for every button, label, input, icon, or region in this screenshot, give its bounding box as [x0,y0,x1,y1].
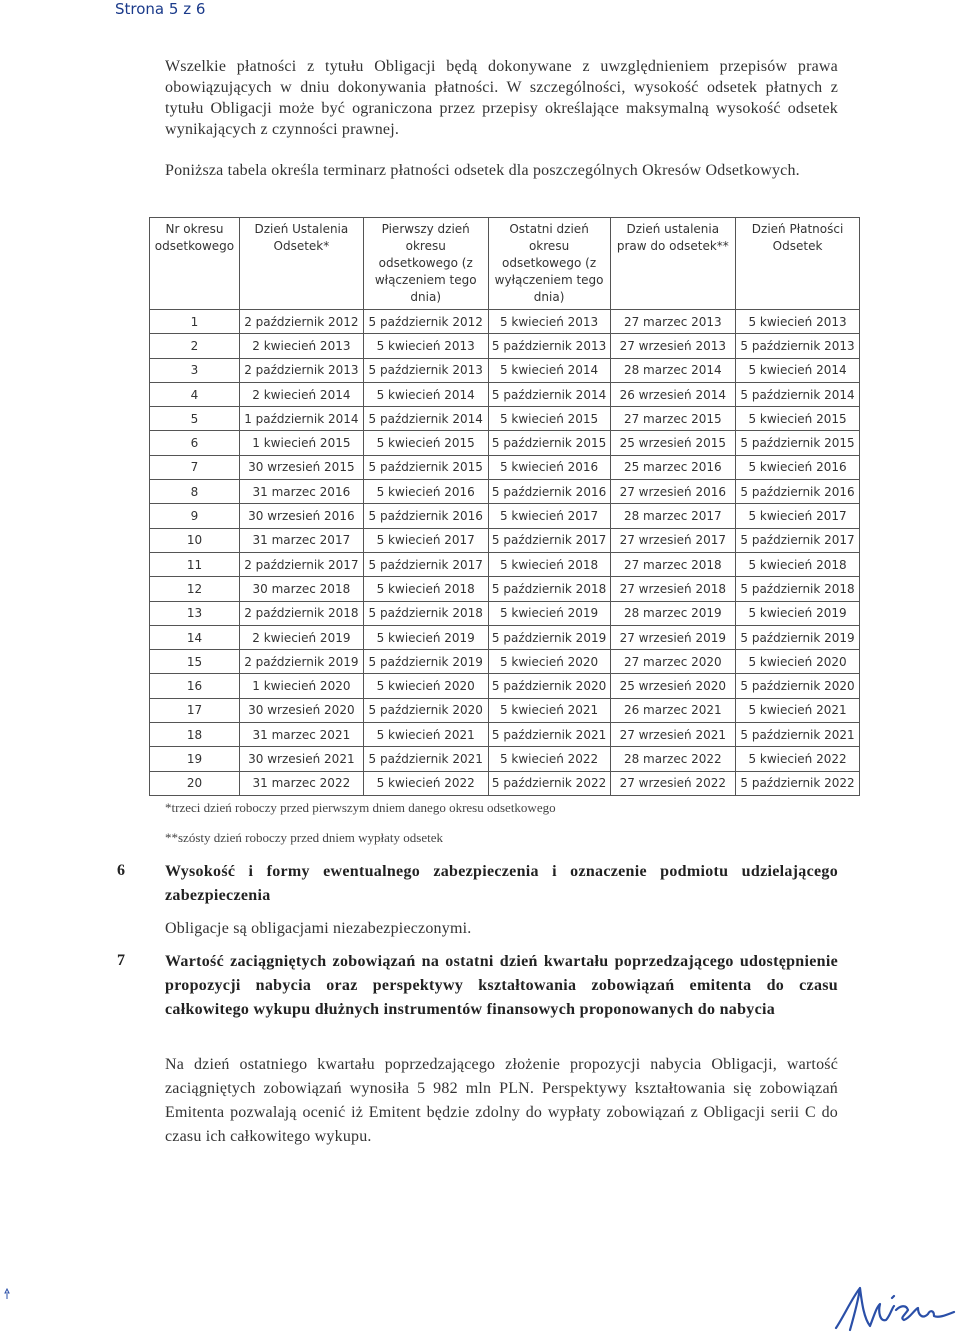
table-row [150,771,860,795]
cell-first-day: 5 kwiecień 2013 [363,334,488,358]
section-6-body: Obligacje są obligacjami niezabezpieczonymi. [165,920,472,937]
cell-fixing-date: 31 marzec 2022 [239,771,363,795]
col-header-fixing-date: Dzień Ustalenia Odsetek* [239,218,363,310]
table-header-row [150,218,860,310]
cell-record-date: 26 wrzesień 2014 [610,382,736,406]
cell-last-day: 5 kwiecień 2015 [488,407,610,431]
cell-payment-date: 5 październik 2019 [736,625,860,649]
cell-period-number: 9 [150,504,240,528]
cell-period-number: 16 [150,674,240,698]
table-row [150,358,860,382]
cell-record-date: 28 marzec 2014 [610,358,736,382]
cell-record-date: 25 marzec 2016 [610,455,736,479]
cell-first-day: 5 kwiecień 2016 [363,480,488,504]
cell-payment-date: 5 październik 2015 [736,431,860,455]
cell-period-number: 12 [150,577,240,601]
cell-first-day: 5 październik 2021 [363,747,488,771]
section-6-title: Wysokość i formy ewentualnego zabezpieczenia i oznaczenie podmiotu udzielającego zabezpieczenia [165,863,838,904]
col-header-period-number: Nr okresu odsetkowego [150,218,240,310]
intro-paragraph: Wszelkie płatności z tytułu Obligacji będą dokonywane z uwzględnieniem przepisów prawa obowiązujących w dniu dokonywania płatności. W szczególności, wysokość odsetek płatnych z tytułu Obligacji może być ograniczona przez przepisy określające maksymalną wysokość odsetek wynikających z czynności prawnej. [165,58,838,138]
cell-first-day: 5 październik 2014 [363,407,488,431]
cell-last-day: 5 kwiecień 2020 [488,650,610,674]
cell-last-day: 5 październik 2020 [488,674,610,698]
cell-fixing-date: 1 kwiecień 2020 [239,674,363,698]
cell-first-day: 5 kwiecień 2014 [363,382,488,406]
cell-payment-date: 5 kwiecień 2014 [736,358,860,382]
cell-fixing-date: 2 kwiecień 2014 [239,382,363,406]
cell-payment-date: 5 październik 2014 [736,382,860,406]
cell-record-date: 27 wrzesień 2018 [610,577,736,601]
interest-schedule-table [149,217,860,796]
table-row [150,504,860,528]
cell-period-number: 4 [150,382,240,406]
cell-fixing-date: 30 wrzesień 2020 [239,698,363,722]
page-number-header: Strona 5 z 6 [115,0,206,18]
cell-last-day: 5 październik 2015 [488,431,610,455]
cell-fixing-date: 2 październik 2013 [239,358,363,382]
cell-record-date: 27 wrzesień 2016 [610,480,736,504]
cell-last-day: 5 październik 2017 [488,528,610,552]
col-header-record-date: Dzień ustalenia praw do odsetek** [610,218,736,310]
table-row [150,747,860,771]
scan-mark [2,1288,12,1300]
col-header-first-day: Pierwszy dzień okresu odsetkowego (z włączeniem tego dnia) [363,218,488,310]
cell-record-date: 27 wrzesień 2019 [610,625,736,649]
section-7-title: Wartość zaciągniętych zobowiązań na ostatni dzień kwartału poprzedzającego udostępnienie propozycji nabycia oraz perspektywy kształtowania zobowiązań emitenta do czasu całkowitego wykupu dłużnych instrumentów finansowych proponowanych do nabycia [165,953,838,1018]
section-6-number: 6 [117,862,125,879]
cell-first-day: 5 kwiecień 2022 [363,771,488,795]
table-row [150,674,860,698]
cell-record-date: 27 wrzesień 2017 [610,528,736,552]
handwritten-signature [830,1276,960,1336]
cell-payment-date: 5 kwiecień 2016 [736,455,860,479]
cell-period-number: 18 [150,723,240,747]
cell-first-day: 5 kwiecień 2017 [363,528,488,552]
cell-payment-date: 5 październik 2018 [736,577,860,601]
table-row [150,650,860,674]
cell-payment-date: 5 październik 2020 [736,674,860,698]
cell-last-day: 5 kwiecień 2013 [488,310,610,334]
cell-last-day: 5 kwiecień 2021 [488,698,610,722]
cell-last-day: 5 październik 2019 [488,625,610,649]
col-header-payment-date: Dzień Płatności Odsetek [736,218,860,310]
cell-last-day: 5 kwiecień 2018 [488,552,610,576]
cell-first-day: 5 kwiecień 2019 [363,625,488,649]
cell-last-day: 5 październik 2022 [488,771,610,795]
table-body [150,310,860,796]
cell-record-date: 27 marzec 2013 [610,310,736,334]
cell-payment-date: 5 kwiecień 2017 [736,504,860,528]
cell-period-number: 5 [150,407,240,431]
cell-first-day: 5 kwiecień 2015 [363,431,488,455]
cell-period-number: 7 [150,455,240,479]
cell-fixing-date: 2 październik 2012 [239,310,363,334]
cell-first-day: 5 październik 2019 [363,650,488,674]
cell-record-date: 27 wrzesień 2022 [610,771,736,795]
cell-record-date: 25 wrzesień 2015 [610,431,736,455]
cell-last-day: 5 kwiecień 2022 [488,747,610,771]
cell-payment-date: 5 kwiecień 2018 [736,552,860,576]
cell-payment-date: 5 kwiecień 2021 [736,698,860,722]
cell-payment-date: 5 kwiecień 2015 [736,407,860,431]
table-row [150,455,860,479]
cell-period-number: 10 [150,528,240,552]
cell-last-day: 5 kwiecień 2019 [488,601,610,625]
cell-fixing-date: 30 wrzesień 2015 [239,455,363,479]
table-row [150,334,860,358]
footnote-2: **szósty dzień roboczy przed dniem wypłaty odsetek [165,830,443,845]
cell-fixing-date: 1 kwiecień 2015 [239,431,363,455]
cell-fixing-date: 2 październik 2017 [239,552,363,576]
cell-fixing-date: 2 kwiecień 2019 [239,625,363,649]
cell-record-date: 28 marzec 2017 [610,504,736,528]
cell-payment-date: 5 październik 2021 [736,723,860,747]
table-intro-paragraph: Poniższa tabela określa terminarz płatności odsetek dla poszczególnych Okresów Odsetkowych. [165,162,800,179]
table-row [150,382,860,406]
cell-fixing-date: 30 wrzesień 2021 [239,747,363,771]
cell-fixing-date: 2 kwiecień 2013 [239,334,363,358]
cell-record-date: 27 marzec 2015 [610,407,736,431]
cell-period-number: 11 [150,552,240,576]
cell-period-number: 13 [150,601,240,625]
cell-period-number: 19 [150,747,240,771]
cell-fixing-date: 30 wrzesień 2016 [239,504,363,528]
table-row [150,431,860,455]
table-row [150,310,860,334]
cell-payment-date: 5 październik 2013 [736,334,860,358]
cell-period-number: 2 [150,334,240,358]
cell-record-date: 27 marzec 2020 [610,650,736,674]
cell-period-number: 6 [150,431,240,455]
cell-first-day: 5 październik 2016 [363,504,488,528]
cell-last-day: 5 październik 2013 [488,334,610,358]
cell-last-day: 5 kwiecień 2014 [488,358,610,382]
cell-first-day: 5 październik 2013 [363,358,488,382]
cell-period-number: 14 [150,625,240,649]
cell-last-day: 5 październik 2016 [488,480,610,504]
cell-period-number: 17 [150,698,240,722]
table-row [150,528,860,552]
cell-last-day: 5 październik 2021 [488,723,610,747]
cell-fixing-date: 2 październik 2018 [239,601,363,625]
cell-fixing-date: 31 marzec 2016 [239,480,363,504]
section-7-number: 7 [117,952,125,969]
table-row [150,552,860,576]
cell-first-day: 5 kwiecień 2021 [363,723,488,747]
cell-last-day: 5 październik 2018 [488,577,610,601]
cell-payment-date: 5 kwiecień 2020 [736,650,860,674]
cell-payment-date: 5 październik 2022 [736,771,860,795]
cell-period-number: 3 [150,358,240,382]
table-row [150,407,860,431]
footnote-1: *trzeci dzień roboczy przed pierwszym dniem danego okresu odsetkowego [165,800,556,815]
cell-payment-date: 5 kwiecień 2019 [736,601,860,625]
table-row [150,698,860,722]
cell-first-day: 5 kwiecień 2020 [363,674,488,698]
cell-first-day: 5 październik 2012 [363,310,488,334]
table-row [150,625,860,649]
cell-fixing-date: 1 październik 2014 [239,407,363,431]
cell-last-day: 5 kwiecień 2016 [488,455,610,479]
cell-record-date: 28 marzec 2019 [610,601,736,625]
cell-last-day: 5 kwiecień 2017 [488,504,610,528]
table-row [150,480,860,504]
cell-fixing-date: 31 marzec 2017 [239,528,363,552]
cell-first-day: 5 październik 2018 [363,601,488,625]
section-7-body: Na dzień ostatniego kwartału poprzedzającego złożenie propozycji nabycia Obligacji, wartość zaciągniętych zobowiązań wynosiła 5 982 mln PLN. Perspektywy kształtowania się zobowiązań Emitenta pozwalają ocenić iż Emitent będzie zdolny do wypłaty zobowiązań z Obligacji serii C do czasu ich całkowitego wykupu. [165,1056,838,1145]
cell-payment-date: 5 kwiecień 2013 [736,310,860,334]
table-row [150,723,860,747]
cell-fixing-date: 2 październik 2019 [239,650,363,674]
cell-record-date: 26 marzec 2021 [610,698,736,722]
cell-period-number: 1 [150,310,240,334]
table-row [150,601,860,625]
cell-fixing-date: 30 marzec 2018 [239,577,363,601]
cell-first-day: 5 październik 2020 [363,698,488,722]
cell-payment-date: 5 kwiecień 2022 [736,747,860,771]
cell-last-day: 5 październik 2014 [488,382,610,406]
cell-record-date: 27 wrzesień 2021 [610,723,736,747]
cell-record-date: 25 wrzesień 2020 [610,674,736,698]
cell-record-date: 27 wrzesień 2013 [610,334,736,358]
cell-period-number: 15 [150,650,240,674]
cell-fixing-date: 31 marzec 2021 [239,723,363,747]
cell-record-date: 27 marzec 2018 [610,552,736,576]
cell-first-day: 5 październik 2017 [363,552,488,576]
cell-first-day: 5 kwiecień 2018 [363,577,488,601]
cell-payment-date: 5 październik 2016 [736,480,860,504]
cell-payment-date: 5 październik 2017 [736,528,860,552]
cell-record-date: 28 marzec 2022 [610,747,736,771]
table-row [150,577,860,601]
cell-period-number: 20 [150,771,240,795]
col-header-last-day: Ostatni dzień okresu odsetkowego (z wyłączeniem tego dnia) [488,218,610,310]
cell-first-day: 5 październik 2015 [363,455,488,479]
cell-period-number: 8 [150,480,240,504]
